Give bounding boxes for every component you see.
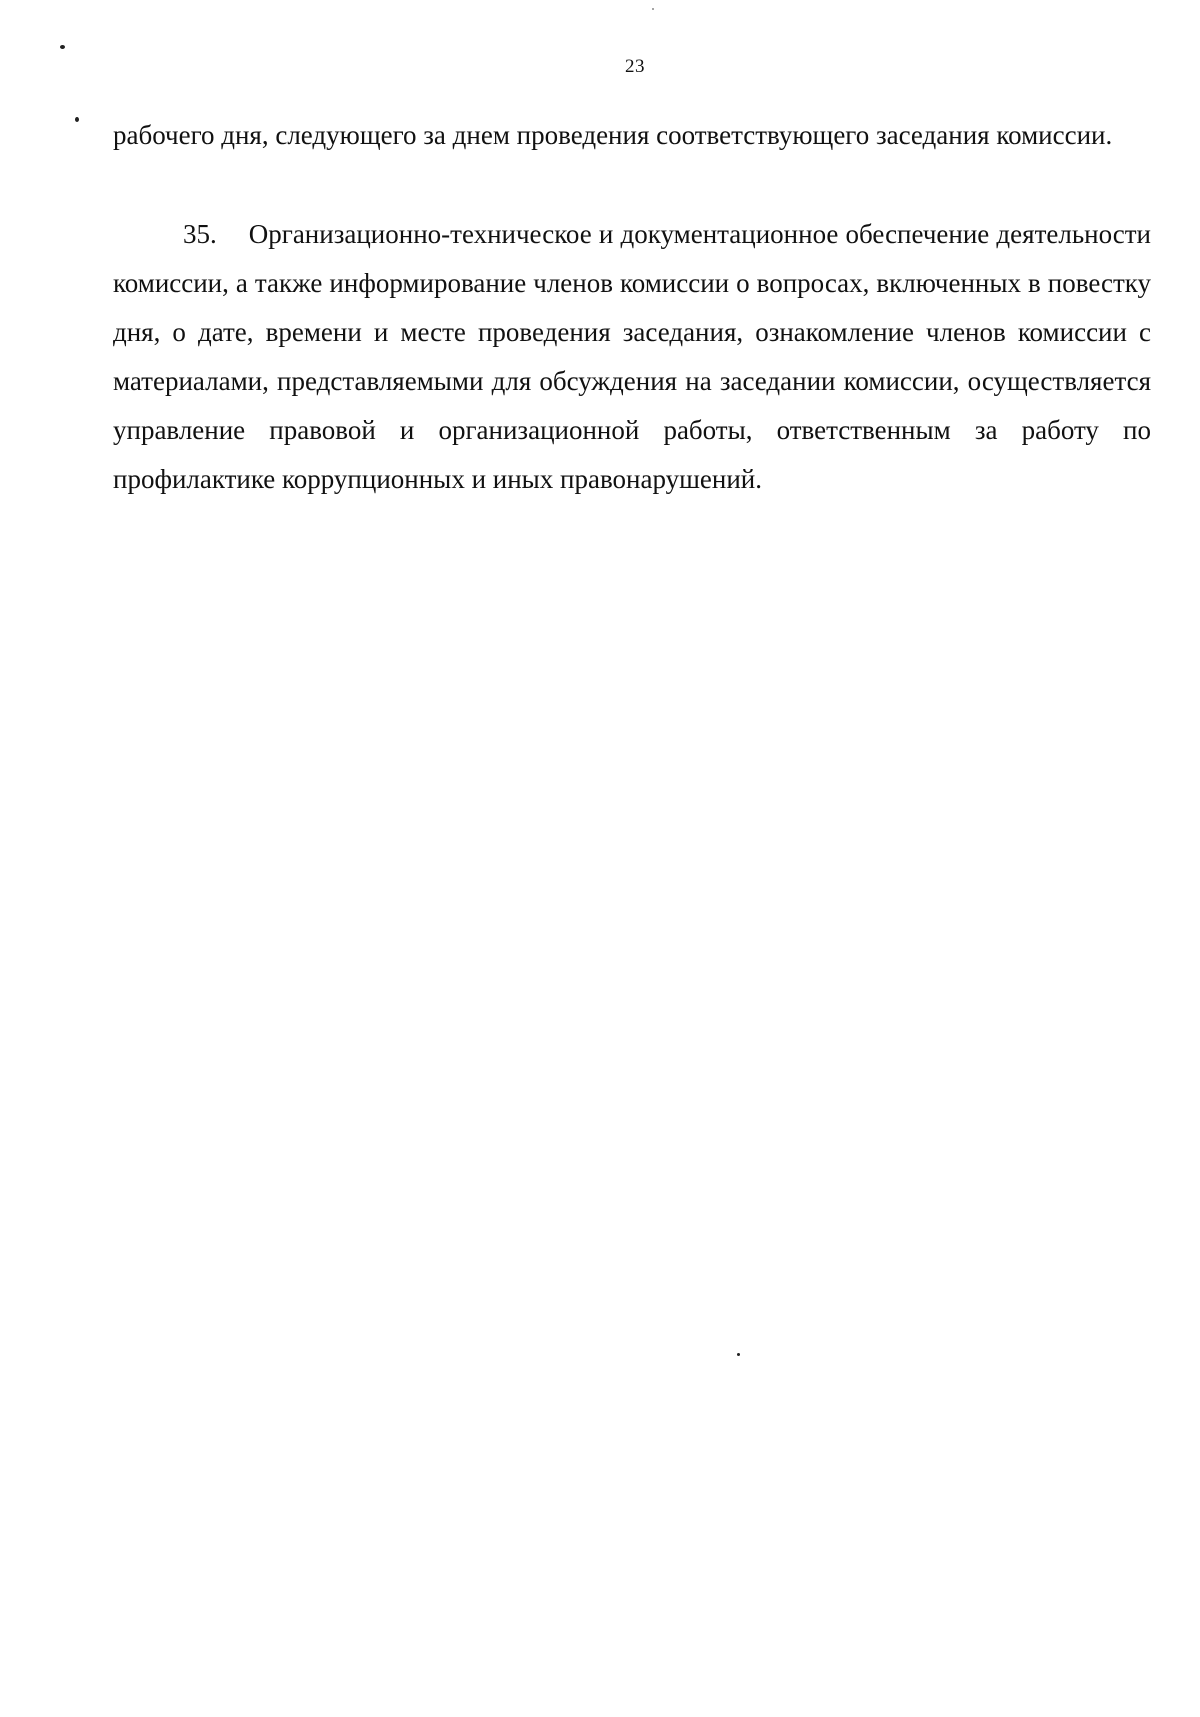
scan-speck <box>60 45 65 49</box>
page-number: 23 <box>625 56 645 77</box>
scan-speck <box>737 1353 740 1356</box>
scan-speck <box>652 8 654 10</box>
scan-speck <box>75 117 79 122</box>
paragraph-35 <box>113 210 1151 504</box>
paragraph-text: Организационно-техническое и документационное обеспечение деятельности комиссии, а также информирование членов комиссии о вопросах, включенных в повестку дня, о дате, времени и месте проведения заседания, ознакомление членов комиссии с материалами, представляемыми для обсуждения на заседании комиссии, осуществляется управление правовой и организационной работы, ответственным за работу по профилактике коррупционных и иных правонарушений. <box>113 219 1151 494</box>
continuation-paragraph: рабочего дня, следующего за днем проведения соответствующего заседания комиссии. <box>113 120 1113 150</box>
paragraph-number: 35. <box>183 219 217 249</box>
